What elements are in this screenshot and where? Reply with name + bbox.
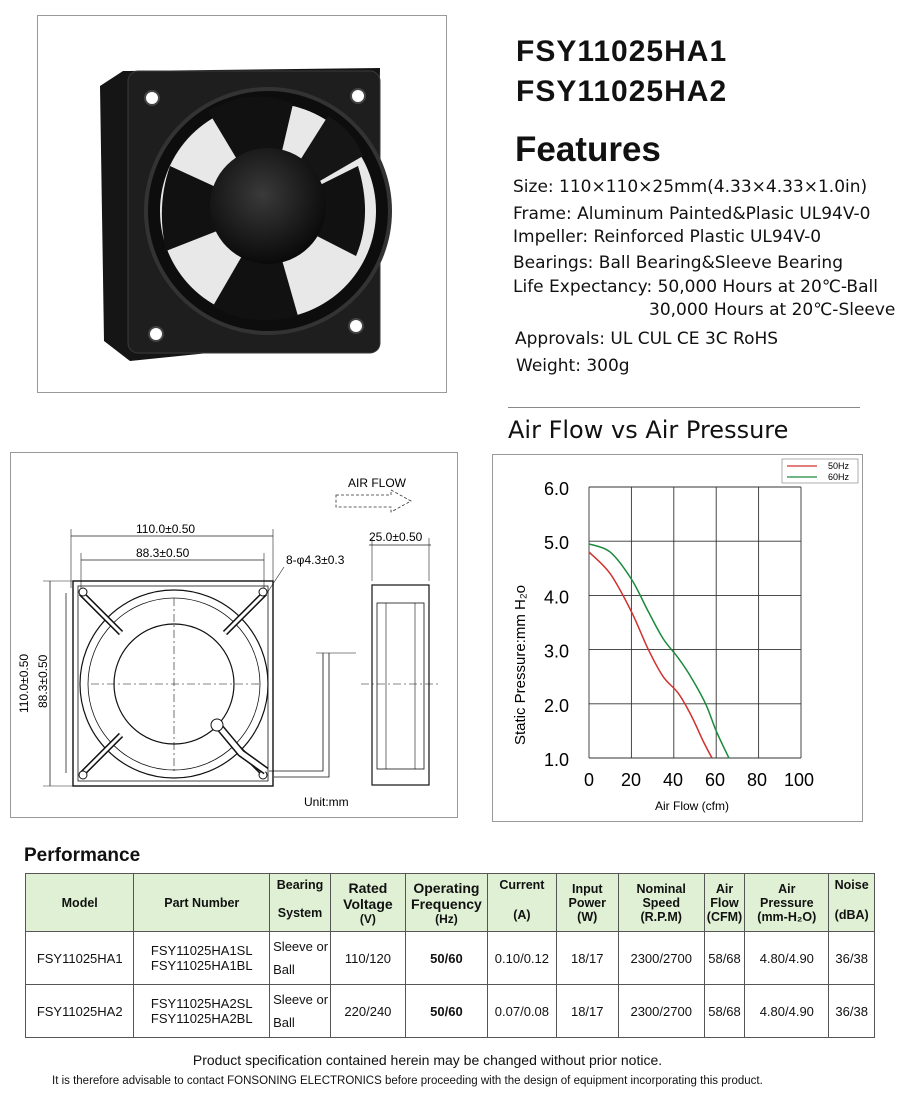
cell-frequency: 50/60 (405, 985, 487, 1038)
airflow-chart (492, 454, 863, 822)
table-row (26, 932, 875, 985)
header-flow: Air Flow (CFM) (704, 874, 745, 932)
x-tick-label: 20 (620, 770, 642, 790)
feature-life-1: Life Expectancy: 50,000 Hours at 20℃-Ball (513, 277, 878, 297)
cell-power: 18/17 (556, 932, 618, 985)
depth-dim: 25.0±0.50 (369, 530, 423, 544)
product-photo (37, 15, 447, 393)
cell-pressure: 4.80/4.90 (745, 932, 829, 985)
feature-approvals: Approvals: UL CUL CE 3C RoHS (515, 329, 779, 349)
series-line-60hz (589, 544, 729, 758)
feature-impeller: Impeller: Reinforced Plastic UL94V-0 (513, 227, 822, 247)
unit-label: Unit:mm (304, 795, 349, 809)
table-header-row (26, 874, 875, 932)
cell-bearing: Sleeve or Ball (270, 932, 331, 985)
y-tick-label: 2.0 (543, 695, 569, 716)
model-title-2: FSY11025HA2 (516, 75, 728, 108)
cell-model: FSY11025HA2 (26, 985, 134, 1038)
header-part-number: Part Number (134, 874, 270, 932)
airflow-label: AIR FLOW (348, 476, 407, 490)
x-tick-label: 80 (746, 770, 768, 790)
chart-svg (493, 455, 862, 821)
feature-frame: Frame: Aluminum Painted&Plasic UL94V-0 (513, 204, 871, 224)
features-heading: Features (515, 130, 661, 169)
width-inner-dim: 88.3±0.50 (136, 546, 190, 560)
cell-noise: 36/38 (829, 932, 875, 985)
y-tick-label: 4.0 (543, 587, 569, 608)
header-noise: Noise (dBA) (829, 874, 875, 932)
chart-title: Air Flow vs Air Pressure (508, 416, 789, 444)
header-pressure: Air Pressure (mm-H₂O) (745, 874, 829, 932)
cell-current: 0.07/0.08 (487, 985, 556, 1038)
cell-voltage: 110/120 (330, 932, 405, 985)
header-bearing: Bearing System (270, 874, 331, 932)
cell-current: 0.10/0.12 (487, 932, 556, 985)
cell-speed: 2300/2700 (618, 985, 704, 1038)
table-row (26, 985, 875, 1038)
x-tick-label: 40 (662, 770, 684, 790)
legend-label-50hz: 50Hz (828, 461, 850, 471)
x-tick-label: 0 (583, 770, 595, 790)
model-title-1: FSY11025HA1 (516, 35, 728, 68)
height-outer-dim: 110.0±0.50 (17, 653, 31, 713)
header-voltage: Rated Voltage (V) (330, 874, 405, 932)
feature-size: Size: 110×110×25mm(4.33×4.33×1.0in) (513, 177, 868, 197)
cell-bearing: Sleeve or Ball (270, 985, 331, 1038)
y-tick-label: 5.0 (543, 533, 569, 554)
series-line-50hz (589, 552, 712, 758)
header-speed: Nominal Speed (R.P.M) (618, 874, 704, 932)
performance-table (25, 873, 875, 1038)
cell-pressure: 4.80/4.90 (745, 985, 829, 1038)
cell-model: FSY11025HA1 (26, 932, 134, 985)
header-frequency: Operating Frequency (Hz) (405, 874, 487, 932)
fan-photo-illustration (38, 16, 446, 392)
y-tick-label: 3.0 (543, 641, 569, 662)
feature-bearings: Bearings: Ball Bearing&Sleeve Bearing (513, 253, 843, 273)
cell-power: 18/17 (556, 985, 618, 1038)
width-outer-dim: 110.0±0.50 (136, 522, 196, 536)
height-inner-dim: 88.3±0.50 (36, 654, 50, 708)
x-tick-label: 100 (783, 770, 815, 790)
chart-ylabel: Static Pressure:mm H₂o (512, 584, 529, 745)
y-tick-label: 1.0 (543, 750, 569, 770)
cell-part-number: FSY11025HA2SL FSY11025HA2BL (134, 985, 270, 1038)
feature-life-2: 30,000 Hours at 20℃-Sleeve (649, 300, 896, 320)
dimension-drawing-svg (11, 453, 457, 817)
performance-heading: Performance (24, 845, 141, 866)
header-model: Model (26, 874, 134, 932)
divider (508, 407, 860, 408)
cell-flow: 58/68 (704, 985, 745, 1038)
footer-contact: It is therefore advisable to contact FONSONING ELECTRONICS before proceeding with the design of equipment incorporating this product. (52, 1075, 763, 1087)
airflow-arrow-icon (336, 490, 411, 512)
y-tick-label: 6.0 (543, 479, 569, 499)
cell-flow: 58/68 (704, 932, 745, 985)
footer-notice: Product specification contained herein may be changed without prior notice. (192, 1052, 663, 1068)
x-tick-label: 60 (704, 770, 726, 790)
dimension-drawing (10, 452, 458, 818)
cell-speed: 2300/2700 (618, 932, 704, 985)
cell-noise: 36/38 (829, 985, 875, 1038)
cell-part-number: FSY11025HA1SL FSY11025HA1BL (134, 932, 270, 985)
header-power: Input Power (W) (556, 874, 618, 932)
holes-dim: 8-φ4.3±0.3 (286, 553, 345, 567)
chart-xlabel: Air Flow (cfm) (655, 799, 729, 813)
feature-weight: Weight: 300g (516, 356, 630, 376)
cell-frequency: 50/60 (405, 932, 487, 985)
header-current: Current (A) (487, 874, 556, 932)
legend-label-60hz: 60Hz (828, 472, 850, 482)
cell-voltage: 220/240 (330, 985, 405, 1038)
